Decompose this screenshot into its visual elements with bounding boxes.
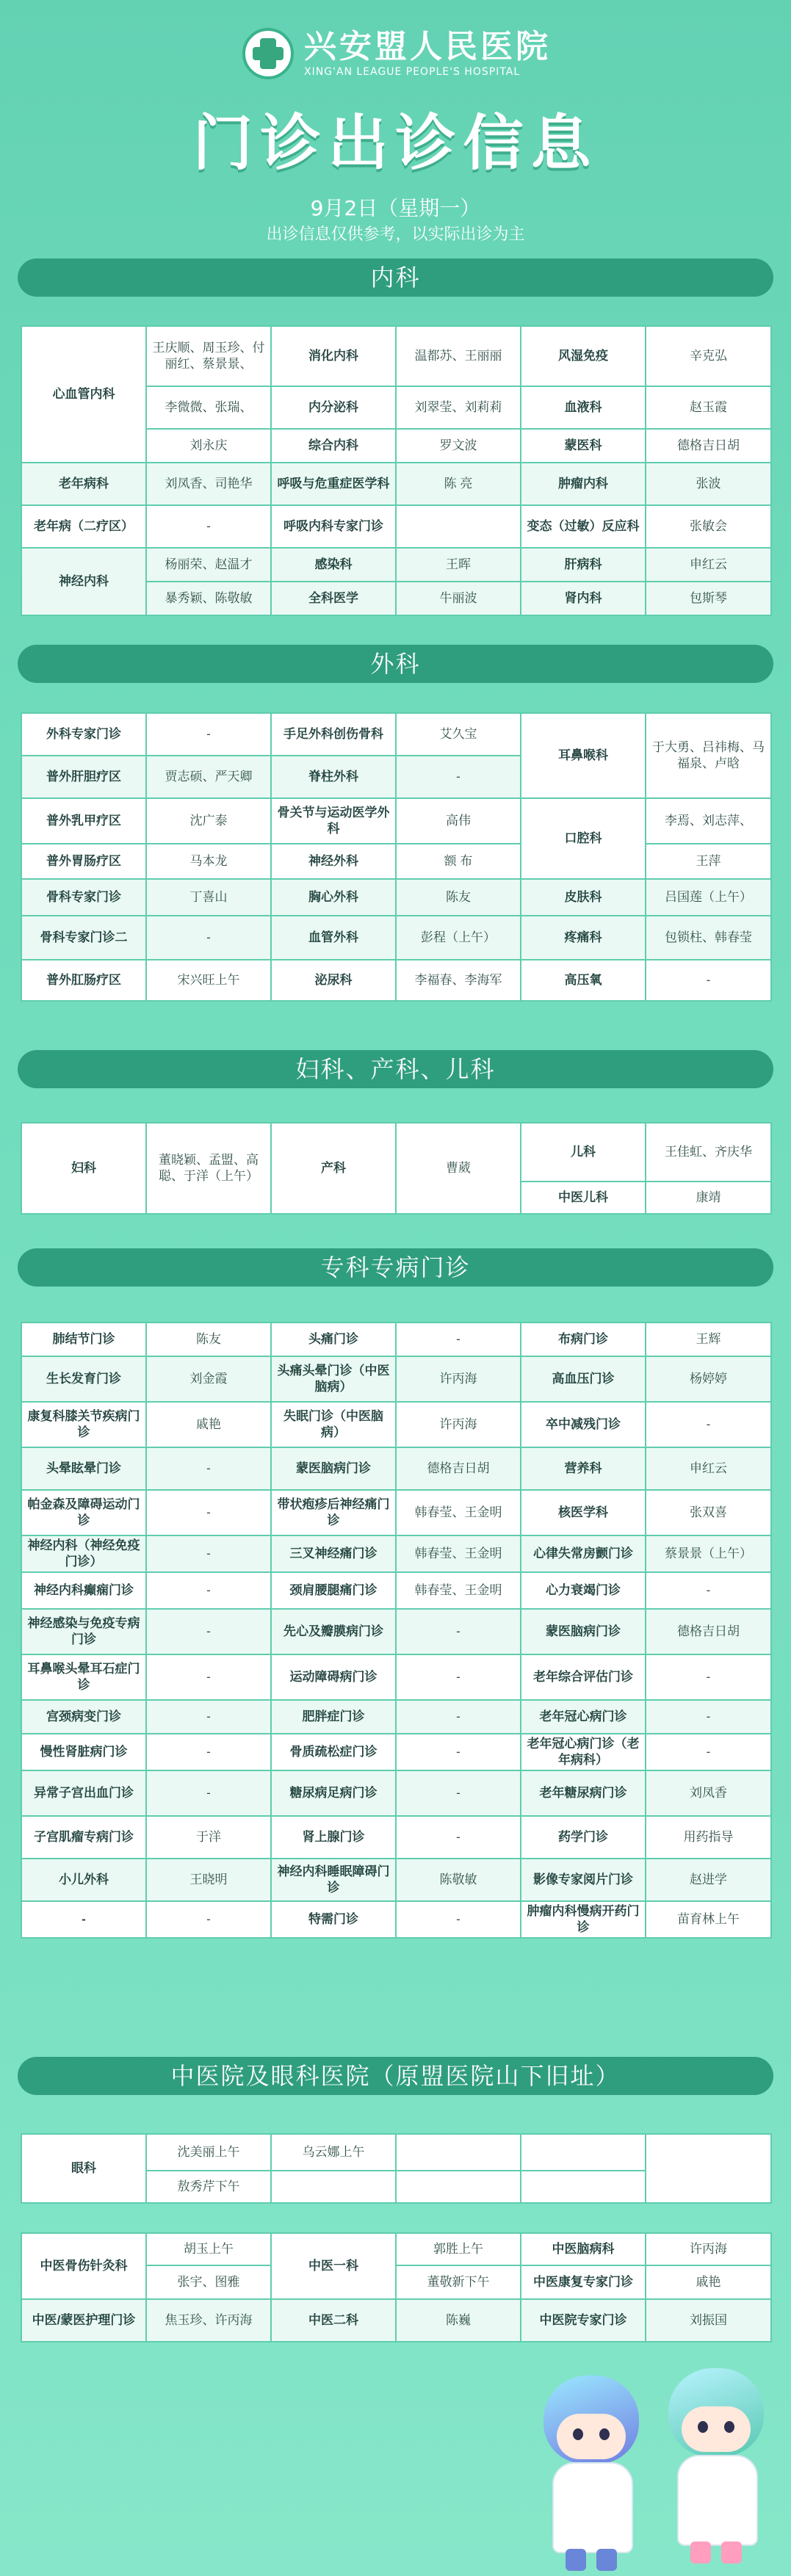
clinic-name: 异常子宫出血门诊 [21, 1770, 146, 1816]
clinic-name: 高血压门诊 [521, 1356, 646, 1402]
doctor-names: 戚艳 [646, 2265, 771, 2299]
dept-name: 中医儿科 [521, 1182, 646, 1214]
doctor-names: 李焉、刘志萍、 [646, 798, 771, 844]
dept-name: 妇科 [21, 1123, 146, 1214]
doctor-names: 杨丽荣、赵温才 [146, 548, 271, 582]
doctor-names: - [146, 916, 271, 960]
clinic-name: 头痛门诊 [271, 1323, 396, 1356]
dept-name: 神经内科 [21, 548, 146, 615]
table-row [21, 1402, 771, 1447]
clinic-name: 蒙医脑病门诊 [521, 1609, 646, 1654]
doctor-names: 刘凤香 [646, 1770, 771, 1816]
doctor-names: 王晓明 [146, 1859, 271, 1901]
fuer-table [21, 1122, 772, 1215]
empty-cell [396, 2171, 521, 2203]
clinic-name: 头痛头晕门诊（中医脑病） [271, 1356, 396, 1402]
empty-cell [521, 2171, 646, 2203]
zhongyi-table [21, 2232, 772, 2342]
dept-name: 产科 [271, 1123, 396, 1214]
doctor-names: 包锁柱、韩春莹 [646, 916, 771, 960]
doctor-names: - [146, 1535, 271, 1572]
clinic-name: 卒中减残门诊 [521, 1402, 646, 1447]
clinic-name: 带状疱疹后神经痛门诊 [271, 1490, 396, 1535]
doctor-names: 马本龙 [146, 844, 271, 879]
table-row [21, 1700, 771, 1734]
clinic-name: 先心及瓣膜病门诊 [271, 1609, 396, 1654]
doctor-names: - [646, 1700, 771, 1734]
doctor-names: 温都苏、王丽丽 [396, 326, 521, 386]
dept-name: 中医康复专家门诊 [521, 2265, 646, 2299]
clinic-name: 肿瘤内科慢病开药门诊 [521, 1901, 646, 1938]
clinic-name: 耳鼻喉头晕耳石症门诊 [21, 1654, 146, 1700]
dept-name: 普外肛肠疗区 [21, 960, 146, 1001]
dept-name: 全科医学 [271, 582, 396, 615]
doctor-names: 杨婷婷 [646, 1356, 771, 1402]
page-title: 门诊出诊信息 [192, 109, 599, 178]
clinic-name: 神经内科癫痫门诊 [21, 1572, 146, 1609]
clinic-name: 糖尿病足病门诊 [271, 1770, 396, 1816]
dept-name: 老年病（二疗区） [21, 505, 146, 548]
mascot-nurse-icon [661, 2368, 771, 2566]
hospital-name-en: XING'AN LEAGUE PEOPLE'S HOSPITAL [304, 66, 521, 78]
dept-name: 外科专家门诊 [21, 713, 146, 756]
doctor-names: 焦玉珍、许丙海 [146, 2299, 271, 2342]
doctor-names: 许丙海 [396, 1402, 521, 1447]
dept-name: 变态（过敏）反应科 [521, 505, 646, 548]
doctor-names: 赵进学 [646, 1859, 771, 1901]
doctor-names: 戚艳 [146, 1402, 271, 1447]
clinic-name: 肾上腺门诊 [271, 1816, 396, 1859]
doctor-names: - [646, 1654, 771, 1700]
doctor-names: 胡玉上午 [146, 2233, 271, 2265]
clinic-name: 生长发育门诊 [21, 1356, 146, 1402]
mascot-doctor-icon [536, 2376, 646, 2574]
clinic-date: 9月2日（星期一） [310, 196, 481, 220]
doctor-names: 王庆顺、周玉珍、付丽红、蔡景景、 [146, 326, 271, 386]
doctor-names: 陈友 [146, 1323, 271, 1356]
clinic-name: 药学门诊 [521, 1816, 646, 1859]
doctor-names: 蔡景景（上午） [646, 1535, 771, 1572]
doctor-names: 德格吉日胡 [646, 1609, 771, 1654]
empty-cell [646, 2134, 771, 2203]
dept-name: 中医脑病科 [521, 2233, 646, 2265]
table-row [21, 1901, 771, 1938]
doctor-names: 牛丽波 [396, 582, 521, 615]
doctor-names: - [646, 1734, 771, 1770]
dept-name: 感染科 [271, 548, 396, 582]
doctor-names: - [146, 1770, 271, 1816]
doctor-names: 刘金霞 [146, 1356, 271, 1402]
doctor-names: - [646, 1572, 771, 1609]
clinic-name: 帕金森及障碍运动门诊 [21, 1490, 146, 1535]
doctor-names: 沈美丽上午 [146, 2134, 271, 2171]
clinic-name: 宫颈病变门诊 [21, 1700, 146, 1734]
doctor-names: 王晖 [396, 548, 521, 582]
clinic-name: 核医学科 [521, 1490, 646, 1535]
doctor-names: 于洋 [146, 1816, 271, 1859]
section-header-fuer: 妇科、产科、儿科 [18, 1050, 773, 1088]
doctor-names: - [146, 505, 271, 548]
doctor-names: 张宇、图雅 [146, 2265, 271, 2299]
clinic-name: 运动障碍病门诊 [271, 1654, 396, 1700]
mascot-illustration [529, 2368, 786, 2576]
doctor-names: 彭程（上午） [396, 916, 521, 960]
dept-name: 消化内科 [271, 326, 396, 386]
clinic-name: 康复科膝关节疾病门诊 [21, 1402, 146, 1447]
doctor-names: 许丙海 [396, 1356, 521, 1402]
doctor-names: - [396, 1654, 521, 1700]
waike-table [21, 712, 772, 1002]
doctor-names: 于大勇、吕祎梅、马福泉、卢晗 [646, 713, 771, 798]
dept-name: 中医/蒙医护理门诊 [21, 2299, 146, 2342]
table-row [21, 1654, 771, 1700]
dept-name: 内分泌科 [271, 386, 396, 429]
doctor-names: 董敬新下午 [396, 2265, 521, 2299]
dept-name: 中医院专家门诊 [521, 2299, 646, 2342]
doctor-names: 韩春莹、王金明 [396, 1535, 521, 1572]
doctor-names: - [396, 1323, 521, 1356]
dept-name: 普外肝胆疗区 [21, 756, 146, 798]
clinic-name: 特需门诊 [271, 1901, 396, 1938]
clinic-name: 布病门诊 [521, 1323, 646, 1356]
doctor-names: 王辉 [646, 1323, 771, 1356]
doctor-names: 乌云娜上午 [271, 2134, 396, 2171]
table-row [21, 1490, 771, 1535]
doctor-names: - [396, 1901, 521, 1938]
dept-name: 儿科 [521, 1123, 646, 1182]
table-row [21, 1447, 771, 1490]
dept-name: 胸心外科 [271, 879, 396, 916]
dept-name: 中医一科 [271, 2233, 396, 2299]
section-header-neike: 内科 [18, 258, 773, 297]
doctor-names: - [646, 1402, 771, 1447]
doctor-names: 贾志硕、严天卿 [146, 756, 271, 798]
doctor-names: - [146, 1901, 271, 1938]
doctor-names [396, 505, 521, 548]
dept-name: 肿瘤内科 [521, 463, 646, 505]
dept-name: 心血管内科 [21, 326, 146, 463]
doctor-names: 高伟 [396, 798, 521, 844]
clinic-name: 三叉神经痛门诊 [271, 1535, 396, 1572]
yanke-table [21, 2133, 772, 2204]
table-row [21, 1323, 771, 1356]
clinic-name: 神经感染与免疫专病门诊 [21, 1609, 146, 1654]
doctor-names: - [146, 1490, 271, 1535]
dept-name: 脊柱外科 [271, 756, 396, 798]
doctor-names: 郭胜上午 [396, 2233, 521, 2265]
doctor-names: 王萍 [646, 844, 771, 879]
doctor-names: 刘永庆 [146, 429, 271, 463]
doctor-names: - [146, 1447, 271, 1490]
dept-name: 呼吸与危重症医学科 [271, 463, 396, 505]
clinic-name: 小儿外科 [21, 1859, 146, 1901]
clinic-name: 肺结节门诊 [21, 1323, 146, 1356]
dept-name: 手足外科创伤骨科 [271, 713, 396, 756]
doctor-names: - [146, 1734, 271, 1770]
hospital-logo [242, 28, 551, 79]
section-header-zhongyi: 中医院及眼科医院（原盟医院山下旧址） [18, 2057, 773, 2095]
section-header-zhuanke: 专科专病门诊 [18, 1248, 773, 1287]
doctor-names: - [146, 1654, 271, 1700]
doctor-names: 陈敬敏 [396, 1859, 521, 1901]
dept-name: 蒙医科 [521, 429, 646, 463]
dept-name: 血液科 [521, 386, 646, 429]
dept-name: 普外胃肠疗区 [21, 844, 146, 879]
doctor-names: 艾久宝 [396, 713, 521, 756]
dept-name: 骨科专家门诊二 [21, 916, 146, 960]
doctor-names: 许丙海 [646, 2233, 771, 2265]
dept-name: 呼吸内科专家门诊 [271, 505, 396, 548]
clinic-name: 营养科 [521, 1447, 646, 1490]
doctor-names: - [146, 713, 271, 756]
empty-cell [396, 2134, 521, 2171]
clinic-name: 心律失常房颤门诊 [521, 1535, 646, 1572]
section-header-waike: 外科 [18, 645, 773, 683]
dept-name: 肝病科 [521, 548, 646, 582]
doctor-names: - [396, 1700, 521, 1734]
table-row [21, 1859, 771, 1901]
table-row [21, 1535, 771, 1572]
dept-name: 骨科专家门诊 [21, 879, 146, 916]
doctor-names: 刘振国 [646, 2299, 771, 2342]
doctor-names: 沈广泰 [146, 798, 271, 844]
clinic-name: 头晕眩晕门诊 [21, 1447, 146, 1490]
header [0, 15, 791, 95]
doctor-names: 韩春莹、王金明 [396, 1572, 521, 1609]
hospital-emblem-icon [242, 28, 294, 79]
clinic-name: 颈肩腰腿痛门诊 [271, 1572, 396, 1609]
clinic-name: 慢性肾脏病门诊 [21, 1734, 146, 1770]
clinic-name: 老年冠心病门诊（老年病科） [521, 1734, 646, 1770]
doctor-names: 王佳虹、齐庆华 [646, 1123, 771, 1182]
dept-name: 口腔科 [521, 798, 646, 879]
table-row [21, 1734, 771, 1770]
doctor-names: 丁喜山 [146, 879, 271, 916]
clinic-name: 老年综合评估门诊 [521, 1654, 646, 1700]
dept-name: 疼痛科 [521, 916, 646, 960]
doctor-names: 罗文波 [396, 429, 521, 463]
doctor-names: 陈 亮 [396, 463, 521, 505]
dept-name: 普外乳甲疗区 [21, 798, 146, 844]
doctor-names: 德格吉日胡 [396, 1447, 521, 1490]
doctor-names: - [646, 960, 771, 1001]
doctor-names: 曹葳 [396, 1123, 521, 1214]
clinic-name: 蒙医脑病门诊 [271, 1447, 396, 1490]
doctor-names: - [396, 1770, 521, 1816]
doctor-names: 敖秀芹下午 [146, 2171, 271, 2203]
doctor-names: 赵玉霞 [646, 386, 771, 429]
dept-name: 老年病科 [21, 463, 146, 505]
doctor-names: - [146, 1700, 271, 1734]
empty-cell [271, 2171, 396, 2203]
doctor-names: 李福春、李海军 [396, 960, 521, 1001]
clinic-name: 影像专家阅片门诊 [521, 1859, 646, 1901]
doctor-names: 康靖 [646, 1182, 771, 1214]
doctor-names: 宋兴旺上午 [146, 960, 271, 1001]
doctor-names: 包斯琴 [646, 582, 771, 615]
doctor-names: 李微微、张瑞、 [146, 386, 271, 429]
hospital-name-cn: 兴安盟人民医院 [304, 28, 551, 65]
zhuanke-table [21, 1322, 772, 1939]
doctor-names: 陈巍 [396, 2299, 521, 2342]
dept-name: 高压氧 [521, 960, 646, 1001]
dept-name: 眼科 [21, 2134, 146, 2203]
doctor-names: - [396, 756, 521, 798]
dept-name: 耳鼻喉科 [521, 713, 646, 798]
doctor-names: 吕国莲（上午） [646, 879, 771, 916]
doctor-names: - [146, 1572, 271, 1609]
dept-name: 中医骨伤针灸科 [21, 2233, 146, 2299]
doctor-names: 辛克弘 [646, 326, 771, 386]
clinic-name: 子宫肌瘤专病门诊 [21, 1816, 146, 1859]
table-row [21, 1816, 771, 1859]
empty-cell [521, 2134, 646, 2171]
dept-name: 血管外科 [271, 916, 396, 960]
clinic-name: - [21, 1901, 146, 1938]
clinic-name: 肥胖症门诊 [271, 1700, 396, 1734]
doctor-names: 申红云 [646, 548, 771, 582]
doctor-names: - [396, 1816, 521, 1859]
dept-name: 肾内科 [521, 582, 646, 615]
neike-table [21, 325, 772, 616]
doctor-names: - [396, 1734, 521, 1770]
dept-name: 风湿免疫 [521, 326, 646, 386]
dept-name: 神经外科 [271, 844, 396, 879]
dept-name: 泌尿科 [271, 960, 396, 1001]
doctor-names: 苗育林上午 [646, 1901, 771, 1938]
dept-name: 皮肤科 [521, 879, 646, 916]
table-row [21, 1609, 771, 1654]
dept-name: 综合内科 [271, 429, 396, 463]
doctor-names: 用药指导 [646, 1816, 771, 1859]
doctor-names: 暴秀颖、陈敬敏 [146, 582, 271, 615]
table-row [21, 1356, 771, 1402]
doctor-names: - [396, 1609, 521, 1654]
doctor-names: 德格吉日胡 [646, 429, 771, 463]
doctor-names: 张波 [646, 463, 771, 505]
doctor-names: 韩春莹、王金明 [396, 1490, 521, 1535]
table-row [21, 1572, 771, 1609]
clinic-name: 失眠门诊（中医脑病） [271, 1402, 396, 1447]
doctor-names: 申红云 [646, 1447, 771, 1490]
clinic-name: 老年冠心病门诊 [521, 1700, 646, 1734]
clinic-name: 骨质疏松症门诊 [271, 1734, 396, 1770]
doctor-names: 刘凤香、司艳华 [146, 463, 271, 505]
dept-name: 骨关节与运动医学外科 [271, 798, 396, 844]
doctor-names: - [146, 1609, 271, 1654]
dept-name: 中医二科 [271, 2299, 396, 2342]
clinic-name: 心力衰竭门诊 [521, 1572, 646, 1609]
table-row [21, 1770, 771, 1816]
doctor-names: 张敏会 [646, 505, 771, 548]
doctor-names: 陈友 [396, 879, 521, 916]
clinic-name: 神经内科睡眠障碍门诊 [271, 1859, 396, 1901]
doctor-names: 额 布 [396, 844, 521, 879]
doctor-names: 张双喜 [646, 1490, 771, 1535]
clinic-name: 神经内科（神经免疫门诊） [21, 1535, 146, 1572]
doctor-names: 刘翠莹、刘莉莉 [396, 386, 521, 429]
clinic-name: 老年糖尿病门诊 [521, 1770, 646, 1816]
doctor-names: 董晓颖、孟盟、高聪、于洋（上午） [146, 1123, 271, 1214]
disclaimer-note: 出诊信息仅供参考，以实际出诊为主 [266, 225, 525, 244]
